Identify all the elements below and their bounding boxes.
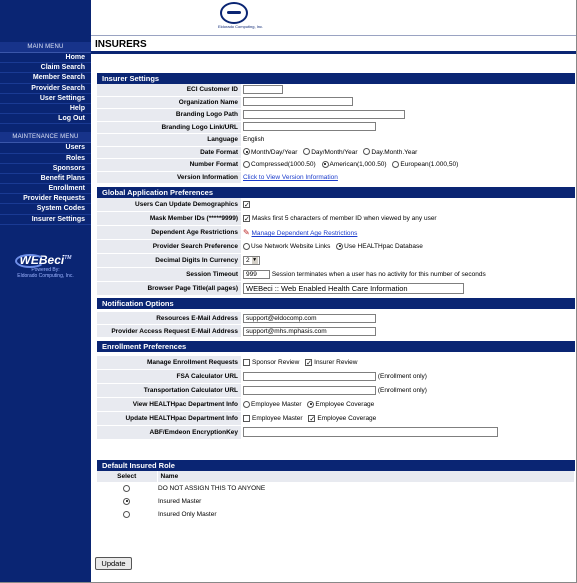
table-row [97,482,575,495]
session-timeout-label: Session Timeout [97,268,241,281]
menu-item-help[interactable]: Help [0,104,91,114]
global-preferences-header: Global Application Preferences [97,187,575,198]
manage-dependent-age-restrictions-link[interactable]: Manage Dependent Age Restrictions [251,230,358,237]
update-button[interactable]: Update [95,557,132,570]
branding-logo-link-input[interactable] [243,122,376,131]
mask-member-ids-checkbox[interactable] [243,215,250,222]
transportation-calculator-url-row [97,384,575,398]
branding-logo-link-label: Branding Logo Link/URL [97,122,241,134]
branding-logo-link-row [97,122,575,135]
page-title-bar [91,36,577,54]
logo-e-icon [220,2,248,24]
provider-search-preference-row [97,240,575,254]
organization-name-row [97,97,575,110]
update-department-info-label: Update HEALTHpac Department Info [97,412,241,425]
date-format-dotted-label: Day.Month.Year [371,148,418,156]
date-format-row [97,147,575,160]
sponsor-review-label: Sponsor Review [252,359,300,366]
menu-item-provider-requests[interactable]: Provider Requests [0,194,91,204]
view-department-info-label: View HEALTHpac Department Info [97,398,241,411]
table-header-row [97,471,575,482]
wrench-icon: ✎ [243,228,250,237]
page-title: INSURERS [95,39,147,50]
main-menu-title: MAIN MENU [0,42,91,53]
language-value: English [243,136,265,143]
healthpac-database-radio[interactable] [336,243,343,250]
session-timeout-row [97,268,575,282]
select-column-header: Select [97,471,157,482]
insurer-review-checkbox[interactable] [305,359,312,366]
abf-encryption-key-label: ABF/Emdeon EncryptionKey [97,426,241,439]
mask-member-ids-label: Mask Member IDs (*****9999) [97,212,241,225]
abf-encryption-key-input[interactable] [243,427,498,437]
version-information-label: Version Information [97,172,241,184]
maintenance-menu-title: MAINTENANCE MENU [0,132,91,143]
users-update-demographics-checkbox[interactable] [243,201,250,208]
branding-logo-path-label: Branding Logo Path [97,109,241,121]
version-information-row [97,172,575,185]
number-format-american-radio[interactable] [322,161,329,168]
eldorado-logo [218,2,264,34]
role-name: Insured Master [158,498,202,505]
logo-caption: Eldorado Computing, Inc. [218,24,264,29]
decimal-digits-value: 2 [246,256,250,264]
number-format-european-radio[interactable] [392,161,399,168]
decimal-digits-label: Decimal Digits In Currency [97,254,241,267]
menu-item-user-settings[interactable]: User Settings [0,94,91,104]
menu-item-insurer-settings[interactable]: Insurer Settings [0,215,91,225]
header-left-band [0,0,91,36]
version-information-link[interactable]: Click to View Version Information [243,173,338,181]
insurer-settings-header: Insurer Settings [97,73,575,84]
manage-enrollment-requests-row [97,356,575,370]
provider-access-email-row [97,325,575,338]
date-format-dmy-label: Day/Month/Year [311,148,358,156]
number-format-row [97,159,575,172]
eci-customer-id-label: ECI Customer ID [97,84,241,96]
menu-item-member-search[interactable]: Member Search [0,73,91,83]
view-employee-master-label: Employee Master [251,401,302,408]
fsa-calculator-url-row [97,370,575,384]
eci-customer-id-row [97,84,575,97]
header-banner [91,0,577,36]
webeci-logo-icon [20,253,72,267]
fsa-calculator-url-input[interactable] [243,372,376,381]
provider-access-email-label: Provider Access Request E-Mail Address [97,325,241,337]
number-format-label: Number Format [97,159,241,171]
healthpac-database-label: Use HEALTHpac Database [344,243,423,250]
menu-item-roles[interactable]: Roles [0,154,91,164]
session-timeout-note: Session terminates when a user has no activity for this number of seconds [271,271,486,278]
dependent-age-restrictions-row [97,226,575,240]
role-name: Insured Only Master [158,511,217,518]
sponsor-review-checkbox[interactable] [243,359,250,366]
abf-encryption-key-row [97,426,575,440]
update-employee-coverage-label: Employee Coverage [317,415,377,422]
menu-item-users[interactable]: Users [0,143,91,153]
language-label: Language [97,134,241,146]
browser-page-title-input[interactable] [243,283,464,294]
update-employee-master-label: Employee Master [252,415,303,422]
view-employee-coverage-label: Employee Coverage [315,401,375,408]
organization-name-input[interactable] [243,97,353,106]
name-column-header: Name [157,471,575,482]
menu-item-system-codes[interactable]: System Codes [0,204,91,214]
transportation-calculator-url-label: Transportation Calculator URL [97,384,241,397]
chevron-down-icon: ▼ [252,256,258,263]
date-format-label: Date Format [97,147,241,159]
table-row [97,508,575,521]
network-website-links-label: Use Network Website Links [251,243,331,250]
menu-item-provider-search[interactable]: Provider Search [0,84,91,94]
transportation-calculator-note: (Enrollment only) [377,387,427,394]
update-employee-master-checkbox[interactable] [243,415,250,422]
browser-page-title-label: Browser Page Title(all pages) [97,282,241,295]
insurer-review-label: Insurer Review [314,359,358,366]
branding-logo-path-row [97,109,575,122]
decimal-digits-row [97,254,575,268]
settings-form [97,73,575,521]
brand-tm: TM [64,254,72,261]
enrollment-preferences-header: Enrollment Preferences [97,341,575,352]
table-row [97,495,575,508]
powered-by-label: Powered By: [31,266,60,273]
default-insured-role-header: Default Insured Role [97,460,575,471]
role-select-radio[interactable] [123,511,130,518]
users-update-demographics-row [97,198,575,212]
mask-member-ids-row [97,212,575,226]
mask-member-ids-note: Masks first 5 characters of member ID when viewed by any user [252,215,437,222]
menu-item-claim-search[interactable]: Claim Search [0,63,91,73]
date-format-mdy-radio[interactable] [243,148,250,155]
number-format-american-label: American(1,000.50) [329,161,387,168]
provider-access-email-input[interactable] [243,327,376,336]
role-name: DO NOT ASSIGN THIS TO ANYONE [158,485,266,492]
sidebar [0,36,91,583]
default-insured-role-table [97,471,575,521]
provider-search-preference-label: Provider Search Preference [97,240,241,253]
menu-item-log-out[interactable]: Log Out [0,114,91,124]
webeci-brand [0,253,91,279]
view-employee-coverage-radio[interactable] [307,401,314,408]
fsa-calculator-url-label: FSA Calculator URL [97,370,241,383]
resources-email-label: Resources E-Mail Address [97,312,241,324]
update-employee-coverage-checkbox[interactable] [308,415,315,422]
dependent-age-restrictions-label: Dependent Age Restrictions [97,226,241,239]
branding-logo-path-input[interactable] [243,110,405,119]
view-department-info-row [97,398,575,412]
users-update-demographics-label: Users Can Update Demographics [97,198,241,211]
menu-item-enrollment[interactable]: Enrollment [0,184,91,194]
date-format-dotted-radio[interactable] [363,148,370,155]
notification-options-header: Notification Options [97,298,575,309]
organization-name-label: Organization Name [97,97,241,109]
date-format-dmy-radio[interactable] [303,148,310,155]
resources-email-row [97,312,575,325]
update-department-info-row [97,412,575,426]
number-format-european-label: European(1.000,50) [400,161,459,168]
language-row [97,134,575,147]
menu-item-sponsors[interactable]: Sponsors [0,164,91,174]
fsa-calculator-note: (Enrollment only) [377,373,427,380]
manage-enrollment-requests-label: Manage Enrollment Requests [97,356,241,369]
number-format-compressed-label: Compressed(1000.50) [251,161,316,168]
brand-name: WEBeci [19,252,65,267]
logo-swoosh-icon [15,254,45,268]
decimal-digits-select[interactable] [243,256,260,265]
role-select-radio[interactable] [123,498,130,505]
role-select-radio[interactable] [123,485,130,492]
number-format-compressed-radio[interactable] [243,161,250,168]
browser-page-title-row [97,282,575,296]
powered-by-company: Eldorado Computing, Inc. [17,272,74,279]
transportation-calculator-url-input[interactable] [243,386,376,395]
resources-email-input[interactable] [243,314,376,323]
session-timeout-input[interactable] [243,270,270,279]
view-employee-master-radio[interactable] [243,401,250,408]
network-website-links-radio[interactable] [243,243,250,250]
menu-item-home[interactable]: Home [0,53,91,63]
eci-customer-id-input[interactable] [243,85,283,94]
date-format-mdy-label: Month/Day/Year [251,148,298,156]
menu-item-benefit-plans[interactable]: Benefit Plans [0,174,91,184]
